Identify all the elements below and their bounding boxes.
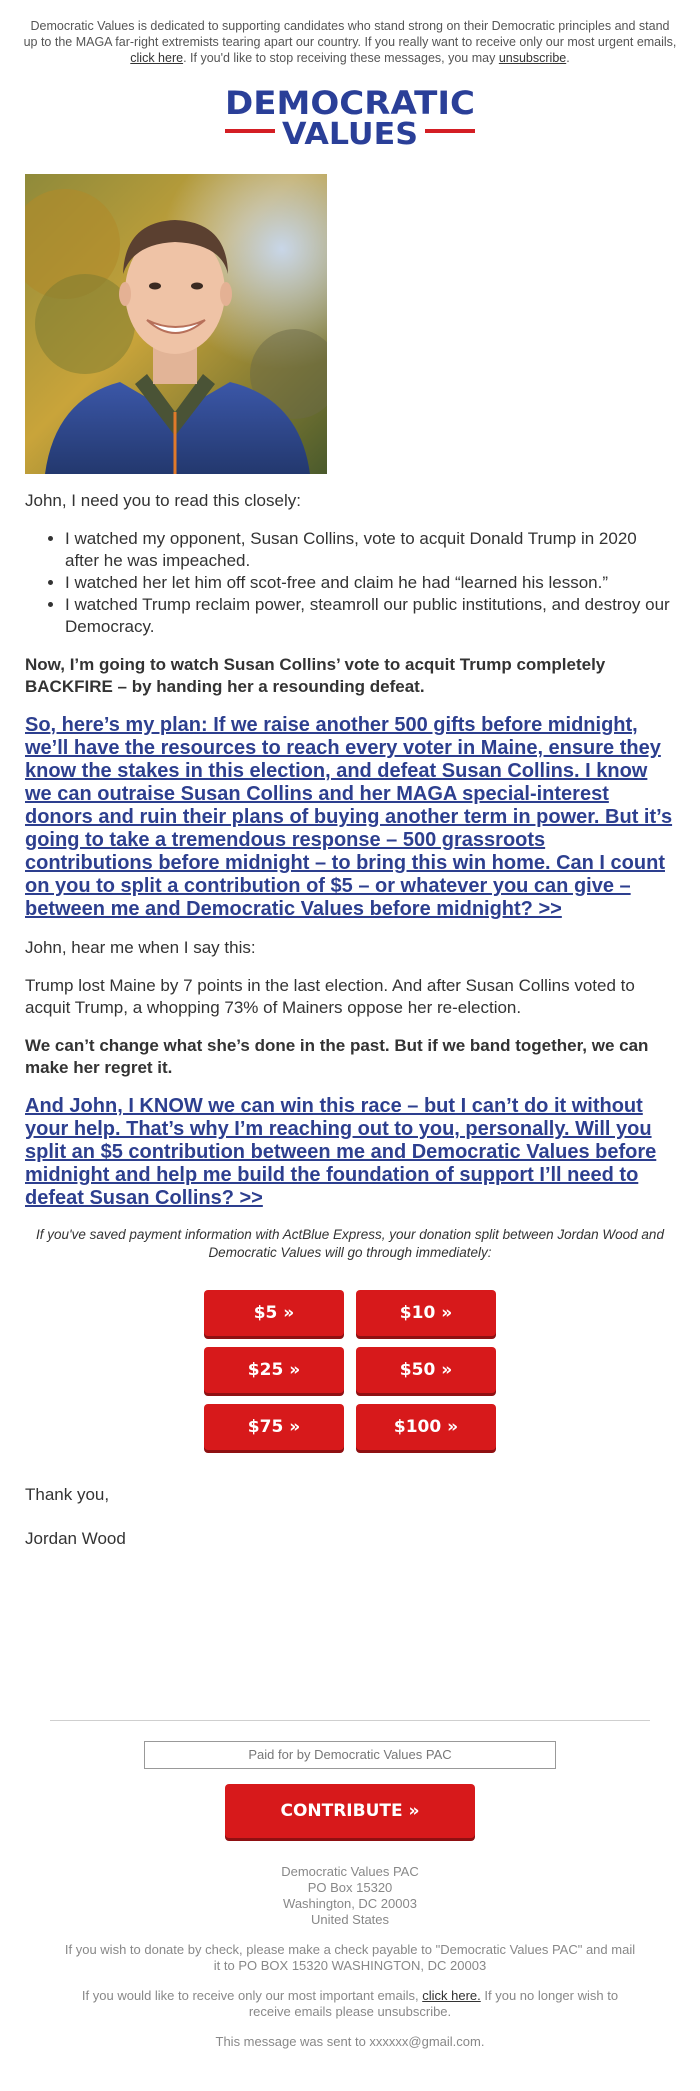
sent-to-note: This message was sent to xxxxxx@gmail.com.: [215, 2034, 485, 2049]
preheader: [0, 0, 700, 66]
donation-buttons: [204, 1290, 496, 1450]
bold-paragraph-1: Now, I’m going to watch Susan Collins’ vote to acquit Trump completely BACKFIRE – by handing her a resounding defeat.: [25, 655, 606, 696]
democratic-values-logo: [220, 86, 480, 148]
donate-75-button[interactable]: $75 »: [204, 1404, 344, 1450]
donate-10-button[interactable]: $10 »: [356, 1290, 496, 1336]
paragraph-hear: John, hear me when I say this:: [25, 938, 256, 957]
logo-line2: VALUES: [282, 117, 418, 148]
letter-body: [0, 490, 700, 1210]
footer-click-here-link[interactable]: click here.: [422, 1988, 481, 2003]
logo-red-bar-right: [425, 129, 475, 133]
logo-line1: DEMOCRATIC: [225, 86, 475, 122]
footer-divider: [50, 1720, 650, 1721]
preheader-text-middle: . If you'd like to stop receiving these messages, you may: [183, 51, 499, 65]
paragraph-maine: Trump lost Maine by 7 points in the last election. And after Susan Collins voted to acquit Trump, a whopping 73% of Mainers oppose her re-election.: [25, 976, 635, 1017]
bullet-item: • I watched her let him off scot-free and claim he had “learned his lesson.”: [65, 572, 675, 594]
bold-paragraph-2: We can’t change what she’s done in the past. But if we band together, we can make her regret it.: [25, 1036, 649, 1077]
signoff-name: Jordan Wood: [25, 1529, 126, 1548]
donate-50-button[interactable]: $50 »: [356, 1347, 496, 1393]
signoff: [0, 1484, 700, 1550]
logo-red-bar-left: [225, 129, 275, 133]
preheader-text-end: .: [566, 51, 570, 65]
bullet-list: [25, 528, 675, 638]
bullet-item: • I watched my opponent, Susan Collins, vote to acquit Donald Trump in 2020 after he was impeached.: [65, 528, 675, 572]
unsubscribe-link[interactable]: unsubscribe: [498, 51, 567, 65]
donate-100-button[interactable]: $100 »: [356, 1404, 496, 1450]
donate-5-button[interactable]: $5 »: [204, 1290, 344, 1336]
important-emails-note: [70, 1988, 630, 2020]
check-note: If you wish to donate by check, please make a check payable to "Democratic Values PAC" and mail it to PO BOX 15320 WASHINGTON, DC 20003: [64, 1942, 636, 1973]
address-line: United States: [310, 1912, 390, 1927]
preheader-text: Democratic Values is dedicated to supporting candidates who stand strong on their Democratic principles and stand up to the MAGA far-right extremists tearing apart our country. If you really want to receive only our most urgent emails,: [23, 19, 677, 49]
candidate-photo: [25, 174, 327, 474]
important-text-after: If you no longer wish to receive emails please unsubscribe.: [248, 1988, 619, 2019]
greeting: John, I need you to read this closely:: [25, 491, 301, 510]
bullet-item: • I watched Trump reclaim power, steamroll our public institutions, and destroy our Democracy.: [65, 594, 675, 638]
footer: [0, 1720, 700, 2050]
paid-for-box: Paid for by Democratic Values PAC: [144, 1741, 556, 1769]
donate-link-paragraph-1[interactable]: So, here’s my plan: If we raise another 500 gifts before midnight, we’ll have the resources to reach every voter in Maine, ensure they know the stakes in this election, and defeat Susan Collins. I know we can outraise Susan Collins and her MAGA special-interest donors and ruin their plans of buying another term in power. But it’s going to take a tremendous response – 500 grassroots contributions before midnight – to bring this win home. Can I count on you to split a contribution of $5 – or whatever you can give – between me and Democratic Values before midnight? >>: [25, 714, 673, 920]
important-text: If you would like to receive only our most important emails,: [81, 1988, 423, 2003]
address-line: Democratic Values PAC: [281, 1864, 419, 1879]
contribute-button[interactable]: CONTRIBUTE »: [225, 1784, 475, 1838]
actblue-note: If you've saved payment information with ActBlue Express, your donation split between Jordan Wood and Democratic Values will go through immediately:: [36, 1227, 664, 1260]
address-line: PO Box 15320: [307, 1880, 393, 1895]
donate-link-paragraph-2[interactable]: And John, I KNOW we can win this race – but I can’t do it without your help. That’s why I’m reaching out to you, personally. Will you split an $5 contribution between me and Democratic Values before midnight and help me build the foundation of support I’ll need to defeat Susan Collins? >>: [25, 1095, 657, 1209]
donate-25-button[interactable]: $25 »: [204, 1347, 344, 1393]
address-line: Washington, DC 20003: [283, 1896, 417, 1911]
footer-address: [0, 1864, 700, 1928]
click-here-link[interactable]: click here: [130, 51, 184, 65]
signoff-thanks: Thank you,: [25, 1485, 110, 1504]
